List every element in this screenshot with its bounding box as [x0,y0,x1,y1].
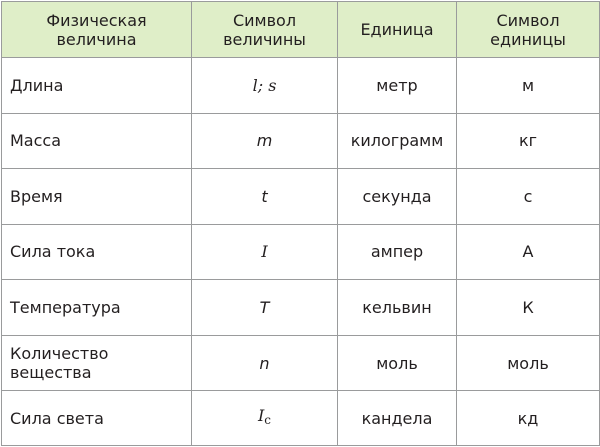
table-row [2,335,600,391]
quantity-name-text: Температура [10,298,121,318]
quantity-name-text: Длина [10,75,64,95]
table-row [2,58,600,114]
table-row [2,391,600,446]
quantity-name [2,391,192,446]
quantity-symbol: I [192,224,338,280]
quantity-name-text: Сила света [10,408,104,428]
unit-name: секунда [338,169,457,225]
quantity-symbol: l; s [192,58,338,114]
header-unit [338,2,457,58]
unit-symbol: К [457,280,600,336]
unit-symbol: м [457,58,600,114]
quantity-name-text: Сила тока [10,242,96,262]
unit-name: кандела [338,391,457,446]
quantity-name [2,113,192,169]
quantity-name [2,169,192,225]
header-line: единицы [490,29,566,49]
unit-symbol: кг [457,113,600,169]
quantity-symbol: m [192,113,338,169]
header-line: Символ [496,10,560,30]
si-units-table [1,1,600,446]
table-row [2,280,600,336]
table-row [2,224,600,280]
header-line: Физическая [46,10,147,30]
unit-name: моль [338,335,457,391]
quantity-symbol: t [192,169,338,225]
header-symbol [192,2,338,58]
header-line: величина [56,29,137,49]
quantity-symbol: T [192,280,338,336]
header-line: Единица [360,20,434,39]
quantity-name-text: вещества [10,363,92,383]
unit-name: килограмм [338,113,457,169]
quantity-symbol [192,391,338,446]
unit-symbol: А [457,224,600,280]
header-quantity [2,2,192,58]
unit-name: кельвин [338,280,457,336]
unit-symbol: с [457,169,600,225]
quantity-name-text: Масса [10,131,62,151]
quantity-symbol-main: I [257,406,265,426]
quantity-name-text: Время [10,186,63,206]
unit-symbol: кд [457,391,600,446]
quantity-name [2,58,192,114]
header-row [2,2,600,58]
quantity-symbol-subscript: c [264,413,272,428]
unit-name: ампер [338,224,457,280]
unit-symbol: моль [457,335,600,391]
quantity-name [2,224,192,280]
unit-name: метр [338,58,457,114]
quantity-name-text: Количество [10,344,109,364]
header-line: Символ [232,10,297,30]
table-row [2,169,600,225]
quantity-name [2,335,192,391]
header-unit-symbol [457,2,600,58]
quantity-symbol: n [192,335,338,391]
quantity-name [2,280,192,336]
header-line: величины [223,29,306,49]
table-row [2,113,600,169]
